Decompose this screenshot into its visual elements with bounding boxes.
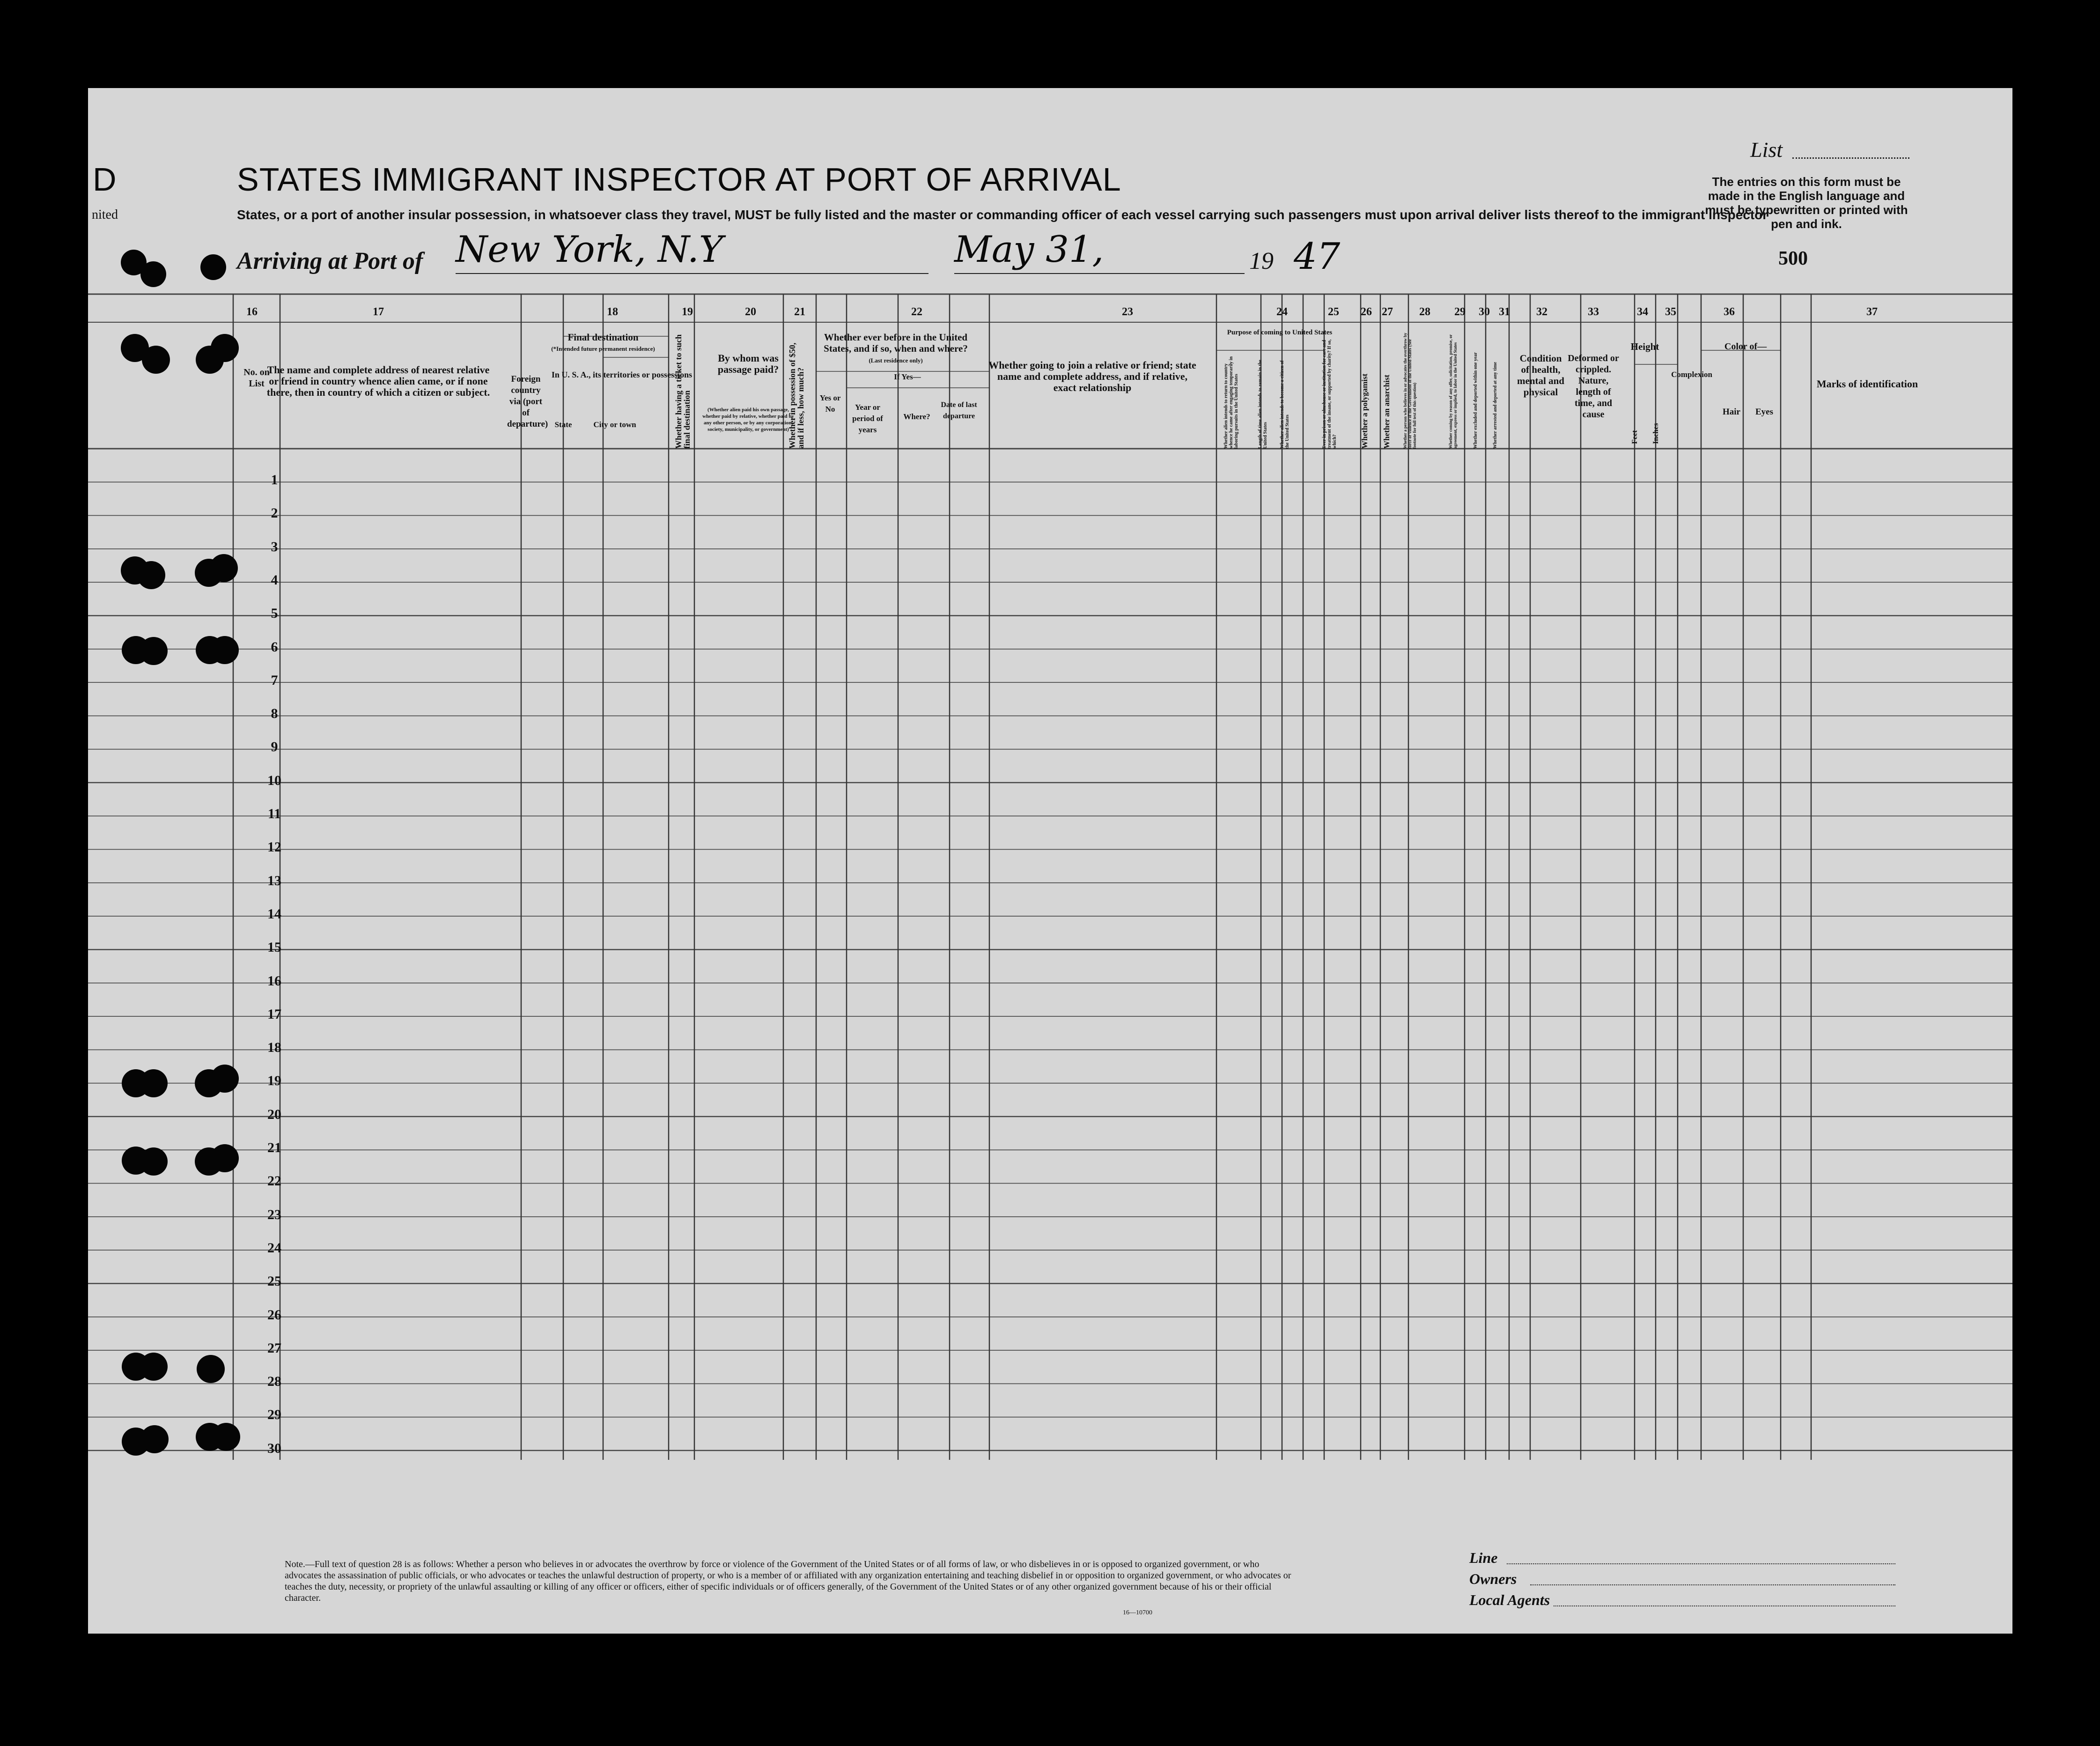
row-number: 22 <box>267 1173 281 1189</box>
row-number: 9 <box>271 739 278 755</box>
row-number: 1 <box>271 472 278 488</box>
row-number: 8 <box>271 706 278 722</box>
form-grid <box>88 88 2012 1634</box>
col-36-hair: Hair <box>1723 407 1740 417</box>
col-22-where: Where? <box>903 412 930 421</box>
col-30-number: 30 <box>1479 306 1490 318</box>
line-signature-field[interactable] <box>1507 1563 1895 1564</box>
col-31-label: Whether arrested and deported at any time <box>1493 362 1498 449</box>
punch-hole-icon <box>211 636 239 664</box>
col-31-number: 31 <box>1499 306 1510 318</box>
col-18-city: City or town <box>593 420 636 429</box>
col-23-number: 23 <box>1122 306 1133 318</box>
row-number: 14 <box>267 906 281 922</box>
col-35-number: 35 <box>1665 306 1676 318</box>
punch-hole-icon <box>137 561 165 589</box>
col-20-number: 20 <box>745 306 756 318</box>
row-number: 21 <box>267 1140 281 1155</box>
col-18-usa: In U. S. A., its territories or possessions <box>551 370 693 379</box>
col-18-sublabel: (*Intended future permanent residence) <box>551 345 655 352</box>
col-22-number: 22 <box>911 306 922 318</box>
col-24-length: Length of time alien intends to remain in the United States <box>1258 360 1268 449</box>
col-30-label: Whether excluded and deported within one year <box>1473 352 1478 449</box>
row-number: 12 <box>267 839 281 855</box>
col-24-return: Whether alien intends to return to country whence he came after engaging temporarily in laboring pursuits in the United States <box>1223 356 1239 449</box>
punch-hole-icon <box>140 261 166 287</box>
row-number: 25 <box>267 1273 281 1289</box>
form-code: 16—10700 <box>1123 1609 1152 1616</box>
row-number: 7 <box>271 672 278 688</box>
row-number: 26 <box>267 1307 281 1323</box>
col-37-label: Marks of identification <box>1816 378 1918 390</box>
col-16-number: 16 <box>246 306 258 318</box>
col-25-label: Ever in prison or almshouse or institution for care and treatment of the insane, or supported by charity? If so, which? <box>1322 339 1337 449</box>
row-number: 29 <box>267 1407 281 1423</box>
col-16-label: No. on List <box>243 367 270 389</box>
local-agents-label: Local Agents <box>1469 1591 1550 1608</box>
col-21-label: Whether in possession of $50, and if less, how much? <box>788 342 805 449</box>
row-number: 11 <box>267 806 281 821</box>
col-22-years: Year or period of years <box>852 403 883 434</box>
owners-signature-field[interactable] <box>1530 1584 1895 1585</box>
row-number: 18 <box>267 1040 281 1056</box>
col-24-number: 24 <box>1276 306 1288 318</box>
row-number: 23 <box>267 1206 281 1222</box>
punch-hole-icon <box>140 1425 169 1453</box>
col-26-label: Whether a polygamist <box>1360 373 1369 449</box>
col-22-ifyes: If Yes— <box>894 372 921 381</box>
form-title: STATES IMMIGRANT INSPECTOR AT PORT OF ARRIVAL <box>237 161 1121 198</box>
united-stub: nited <box>92 207 118 222</box>
year-field[interactable]: 47 <box>1294 236 1341 278</box>
punch-hole-icon <box>211 1144 239 1172</box>
col-22-yesno: Yes or No <box>819 393 841 414</box>
arriving-label: Arriving at Port of <box>237 248 423 274</box>
col-37-number: 37 <box>1866 306 1878 318</box>
row-number: 28 <box>267 1374 281 1390</box>
row-number: 24 <box>267 1240 281 1256</box>
col-22-date: Date of last departure <box>941 401 977 420</box>
row-number: 19 <box>267 1073 281 1089</box>
punch-hole-icon <box>200 254 226 280</box>
col-27-label: Whether an anarchist <box>1382 374 1391 449</box>
col-36-eyes: Eyes <box>1755 407 1773 417</box>
date-field[interactable]: May 31, <box>954 229 1104 271</box>
form-instructions: The entries on this form must be made in the English language and must be typewritten or printed with pen and ink. <box>1705 175 1908 231</box>
col-18-foreign: Foreign country via (port of departure) <box>507 374 548 429</box>
col-34-label: Height <box>1630 341 1659 352</box>
col-22-sublabel: (Last residence only) <box>869 357 923 364</box>
col-35-label: Complexion <box>1671 370 1712 379</box>
col-25-number: 25 <box>1328 306 1339 318</box>
punch-hole-icon <box>140 637 168 665</box>
manifest-form-page <box>88 88 2012 1634</box>
col-33-number: 33 <box>1588 306 1599 318</box>
col-23-label: Whether going to join a relative or friend; state name and complete address, and if relative, exact relationship <box>988 359 1196 393</box>
col-20-label: By whom was passage paid? <box>717 352 779 375</box>
row-number: 16 <box>267 973 281 989</box>
row-number: 6 <box>271 639 278 655</box>
punch-hole-icon <box>140 1069 168 1097</box>
punch-hole-icon <box>197 1355 225 1383</box>
col-27-number: 27 <box>1382 306 1393 318</box>
row-number: 13 <box>267 873 281 888</box>
col-28-number: 28 <box>1419 306 1430 318</box>
title-stub: D <box>93 161 117 198</box>
col-24-citizen: Whether alien intends to become a citizen of the United States <box>1280 360 1290 449</box>
col-32-number: 32 <box>1536 306 1547 318</box>
punch-hole-icon <box>211 1065 239 1093</box>
col-34-inches: Inches <box>1652 423 1660 444</box>
row-number: 4 <box>271 572 278 588</box>
col-18-number: 18 <box>607 306 618 318</box>
col-20-sublabel: (Whether alien paid his own passage, whether paid by relative, whether paid by any other person, or by any corporation, society, municipality, or government) <box>702 407 794 432</box>
punch-hole-icon <box>212 1423 240 1451</box>
row-number: 2 <box>271 505 278 521</box>
form-subtitle: States, or a port of another insular possession, in whatsoever class they travel, MUST be fully listed and the master or commanding officer of each vessel carrying such passengers must upon arrival deliver lists thereof to the immigrant inspector <box>237 207 1768 222</box>
col-36-label: Color of— <box>1724 341 1767 352</box>
row-number: 3 <box>271 539 278 555</box>
col-29-label: Whether coming by reason of any offer, solicitation, promise, or agreement, express or implied, to labor in the United States <box>1448 334 1458 449</box>
col-18-label: Final destination <box>567 332 639 343</box>
year-prefix: 19 <box>1249 248 1274 274</box>
col-32-label: Condition of health, mental and physical <box>1517 353 1564 398</box>
col-36-number: 36 <box>1724 306 1735 318</box>
footnote-question-28: Note.—Full text of question 28 is as follows: Whether a person who believes in or advocates the overthrow by force or violence of the Government of the United States or of all forms of law, or who disbelieves in or is opposed to organized government, or who advocates the assassination of public officials, or who advocates or teaches the unlawful destruction of property, or who is a member of or affiliated with any organization entertaining and teaching disbelief in or opposition to organized government, or who advocates or teaches the duty, necessity, or propriety of the unlawful assaulting or killing of any officer or officers, either of specific individuals or of officers generally, of the Government of the United States or of any other organized government because of his or their official character. <box>285 1559 1291 1603</box>
row-number: 27 <box>267 1340 281 1356</box>
col-19-number: 19 <box>682 306 693 318</box>
punch-hole-icon <box>210 554 238 582</box>
punch-hole-icon <box>140 1147 168 1176</box>
col-34-feet: Feet <box>1631 430 1639 444</box>
col-24-label: Purpose of coming to United States <box>1227 329 1333 336</box>
row-number: 17 <box>267 1006 281 1022</box>
col-18-state: State <box>554 420 572 429</box>
col-21-number: 21 <box>794 306 805 318</box>
owners-label: Owners <box>1469 1570 1517 1587</box>
row-number: 20 <box>267 1106 281 1122</box>
col-26-number: 26 <box>1361 306 1372 318</box>
col-29-number: 29 <box>1454 306 1466 318</box>
col-17-label: The name and complete address of nearest relative or friend in country whence alien came, or if none there, then in country of which a citizen or subject. <box>266 364 490 398</box>
line-label: Line <box>1469 1549 1498 1566</box>
punch-hole-icon <box>211 334 239 362</box>
row-number: 5 <box>271 606 278 621</box>
list-label: List <box>1750 138 1783 162</box>
stamp-number: 500 <box>1778 248 1808 269</box>
row-number: 10 <box>267 772 281 788</box>
row-number: 15 <box>267 940 281 955</box>
col-34-number: 34 <box>1637 306 1648 318</box>
port-field[interactable]: New York, N.Y <box>456 229 723 271</box>
col-17-number: 17 <box>373 306 384 318</box>
col-22-label: Whether ever before in the United States, and if so, when and where? <box>824 332 968 354</box>
local-agents-signature-field[interactable] <box>1554 1605 1895 1606</box>
punch-hole-icon <box>140 1353 168 1381</box>
punch-hole-icon <box>142 346 170 374</box>
col-28-label: Whether a person who believes in or advocates the overthrow by force or violence of the Government of the United States (See footnote for full text of this question) <box>1403 333 1417 449</box>
col-33-label: Deformed or crippled. Nature, length of time, and cause <box>1568 353 1619 420</box>
row-number: 30 <box>267 1440 281 1456</box>
col-19-label: Whether having a ticket to such final destination <box>674 334 692 449</box>
